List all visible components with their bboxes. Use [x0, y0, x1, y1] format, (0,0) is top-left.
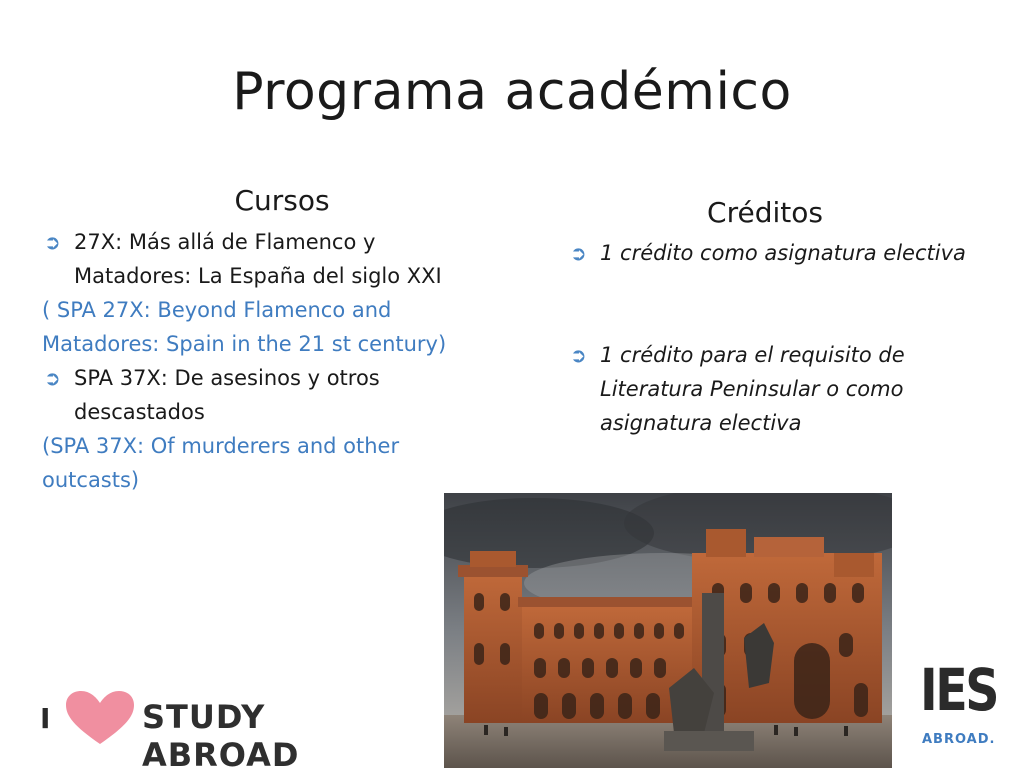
study-abroad-text: STUDY ABROAD [142, 698, 300, 774]
bullring-photo [444, 493, 892, 768]
heart-icon [64, 690, 136, 746]
cursos-heading: Cursos [234, 184, 330, 217]
course-item [42, 361, 492, 429]
creditos-list [568, 236, 968, 440]
course-title: 27X: Más allá de Flamenco y Matadores: La España del siglo XXI [74, 230, 442, 288]
credit-item [568, 236, 968, 270]
credit-text: 1 crédito como asignatura electiva [600, 241, 966, 265]
curved-arrow-icon: ➲ [44, 230, 61, 254]
course-translation: ( SPA 27X: Beyond Flamenco and Matadores: Spain in the 21 st century) [42, 298, 447, 356]
curved-arrow-icon: ➲ [570, 343, 587, 367]
course-translation: (SPA 37X: Of murderers and other outcasts) [42, 434, 400, 492]
creditos-heading: Créditos [707, 196, 823, 229]
spacer [568, 270, 968, 338]
las-ventas-illustration [444, 493, 892, 768]
logo-i: I [40, 702, 51, 735]
credit-item [568, 338, 968, 440]
curved-arrow-icon: ➲ [570, 241, 587, 265]
course-item [42, 225, 492, 293]
slide-title: Programa académico [232, 62, 792, 122]
ies-abroad-text: ABROAD. [922, 732, 996, 747]
i-love-study-abroad-logo [38, 690, 428, 774]
curved-arrow-icon: ➲ [44, 366, 61, 390]
course-title: SPA 37X: De asesinos y otros descastados [74, 366, 380, 424]
cursos-list [42, 225, 492, 497]
ies-letters: IES [920, 656, 998, 724]
credit-text: 1 crédito para el requisito de Literatura Peninsular o como asignatura electiva [600, 343, 905, 435]
ies-abroad-logo [920, 650, 1002, 756]
